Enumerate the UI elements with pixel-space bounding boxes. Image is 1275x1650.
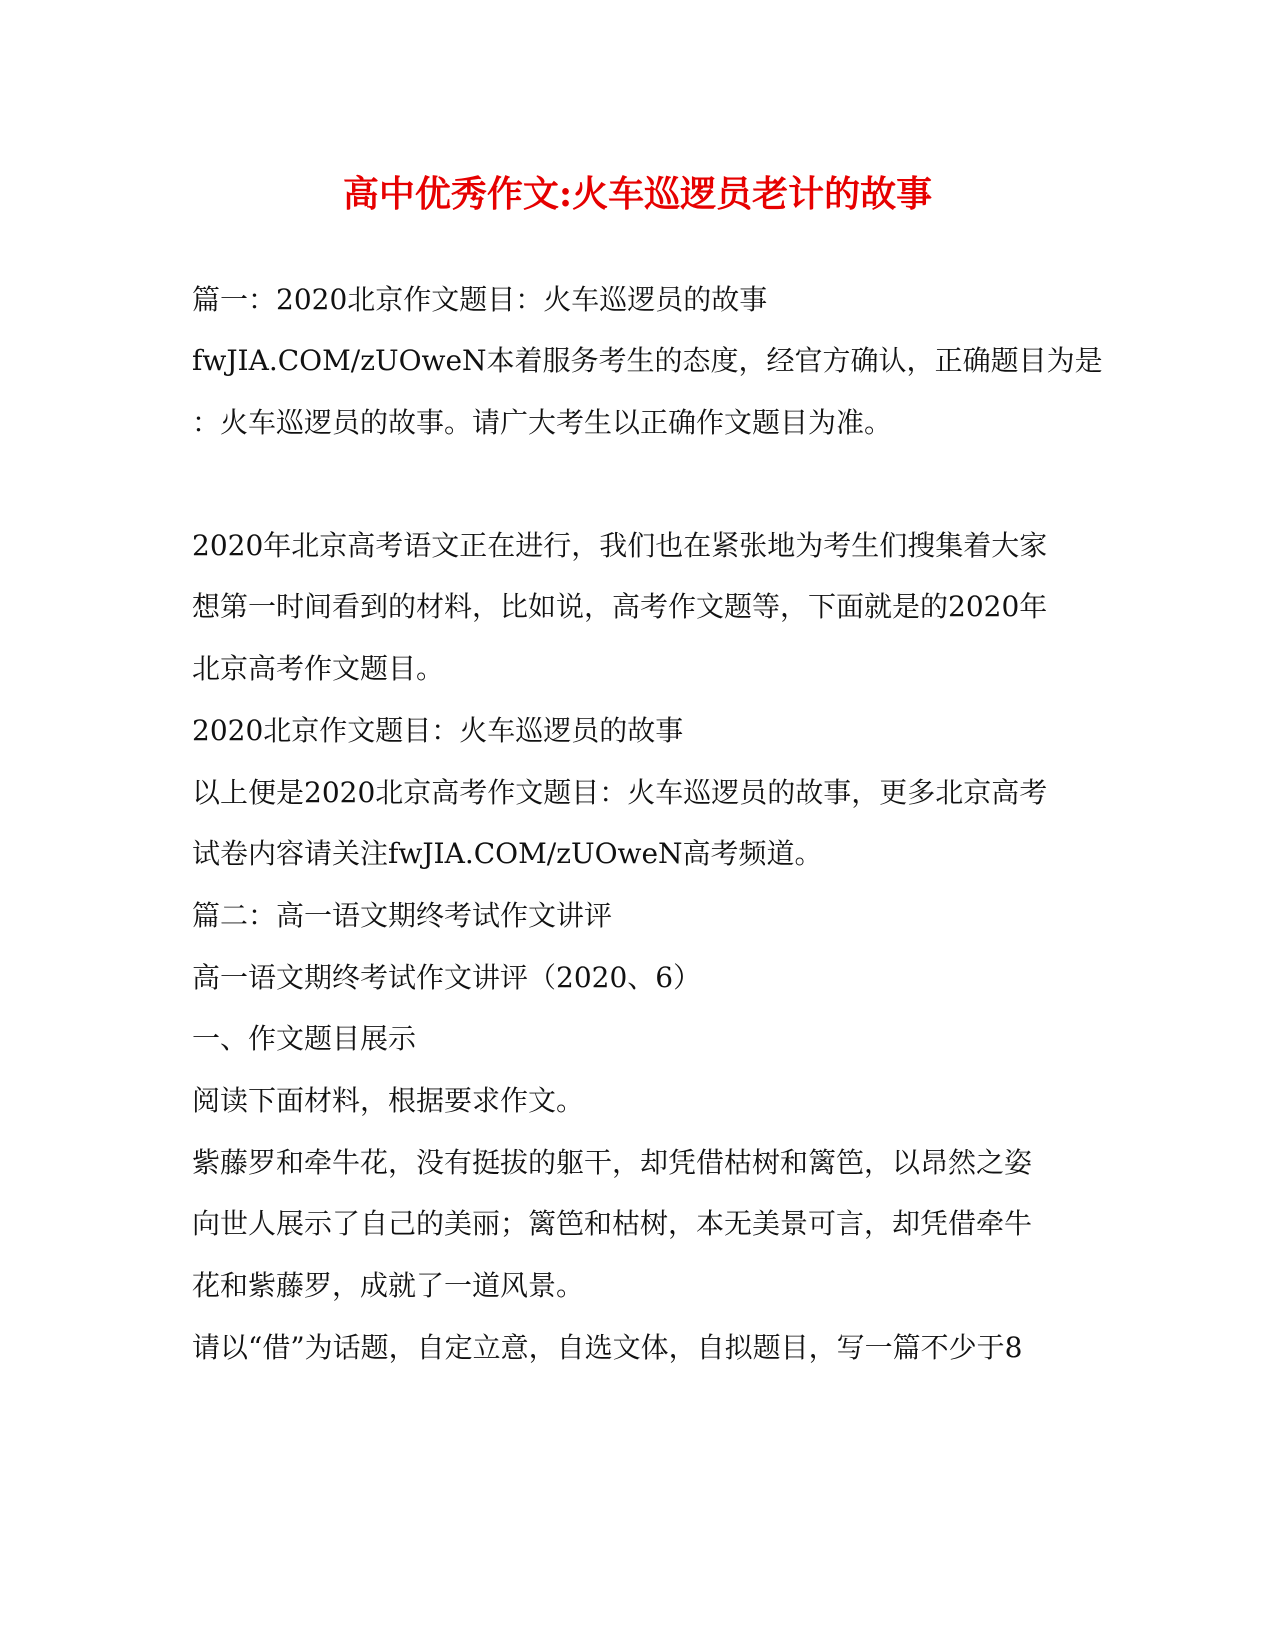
text-line: 2020北京作文题目：火车巡逻员的故事 — [192, 714, 684, 747]
document-title: 高中优秀作文:火车巡逻员老计的故事 — [342, 173, 933, 215]
text-line: 紫藤罗和牵牛花，没有挺拔的躯干，却凭借枯树和篱笆，以昂然之姿 — [192, 1146, 1033, 1179]
text-line: 试卷内容请关注fwJIA.COM/zUOweN高考频道。 — [192, 837, 823, 870]
text-line: 2020年北京高考语文正在进行，我们也在紧张地为考生们搜集着大家 — [192, 529, 1048, 562]
text-line: 阅读下面材料，根据要求作文。 — [192, 1084, 585, 1117]
text-line: 高一语文期终考试作文讲评（2020、6） — [192, 961, 702, 994]
text-line: 北京高考作文题目。 — [192, 652, 445, 685]
text-line: 花和紫藤罗，成就了一道风景。 — [192, 1269, 585, 1302]
text-line: 以上便是2020北京高考作文题目：火车巡逻员的故事，更多北京高考 — [192, 776, 1048, 809]
text-line: 想第一时间看到的材料，比如说，高考作文题等，下面就是的2020年 — [192, 590, 1048, 623]
section-heading: 一、作文题目展示 — [192, 1022, 417, 1055]
text-line: 请以“借”为话题，自定立意，自选文体，自拟题目，写一篇不少于8 — [192, 1331, 1023, 1364]
text-line: fwJIA.COM/zUOweN本着服务考生的态度，经官方确认，正确题目为是 — [192, 344, 1103, 377]
section-heading: 篇二：高一语文期终考试作文讲评 — [192, 899, 613, 932]
text-line: 向世人展示了自己的美丽；篱笆和枯树，本无美景可言，却凭借牵牛 — [192, 1207, 1033, 1240]
text-line: 篇一：2020北京作文题目：火车巡逻员的故事 — [192, 283, 768, 316]
text-line: ：火车巡逻员的故事。请广大考生以正确作文题目为准。 — [192, 406, 893, 439]
